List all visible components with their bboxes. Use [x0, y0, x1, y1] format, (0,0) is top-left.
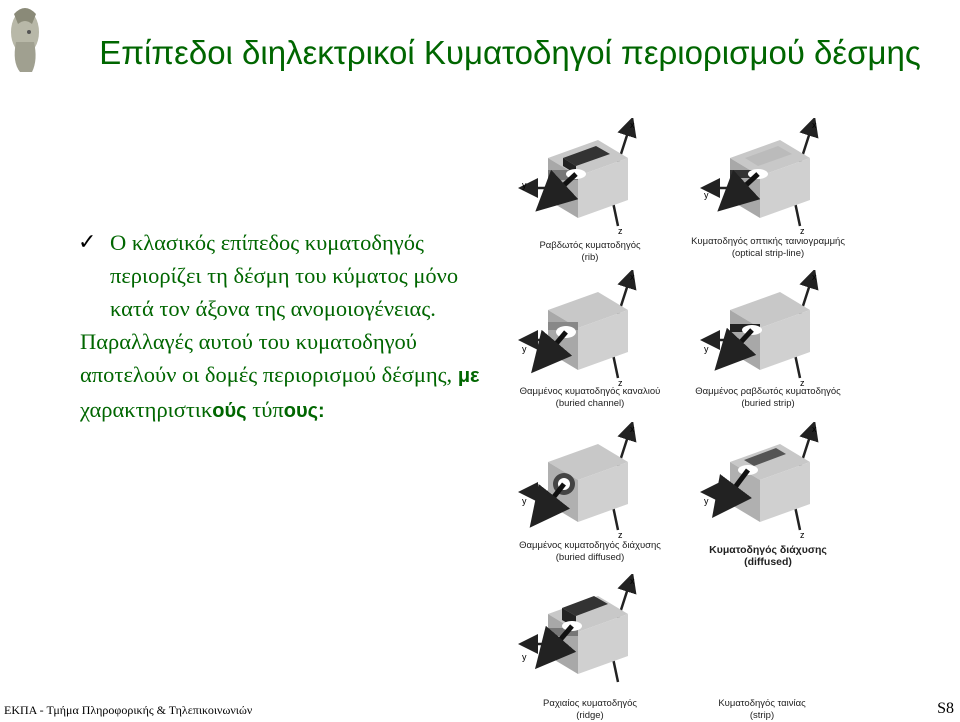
- figure-buried-strip: [700, 270, 840, 388]
- svg-text:y: y: [522, 180, 527, 190]
- svg-text:z: z: [618, 530, 623, 540]
- figure-buried-diffused: [518, 422, 658, 540]
- svg-text:x: x: [812, 424, 817, 434]
- svg-text:z: z: [800, 226, 805, 236]
- caption-strip: Κυματοδηγός ταινίας (strip): [718, 698, 806, 721]
- figure-buried-channel: [518, 270, 658, 388]
- figure-diffused: [700, 422, 840, 540]
- caption-buried-channel: Θαμμένος κυματοδηγός καναλιού (buried channel): [519, 386, 661, 409]
- svg-text:y: y: [522, 652, 527, 662]
- svg-text:y: y: [704, 190, 709, 200]
- svg-text:x: x: [630, 272, 635, 282]
- svg-text:z: z: [800, 530, 805, 540]
- caption-ridge: Ραχιαίος κυματοδηγός (ridge): [542, 698, 638, 721]
- svg-text:x: x: [812, 272, 817, 282]
- caption-buried-diffused: Θαμμένος κυματοδηγός διάχυσης (buried diffused): [519, 540, 661, 563]
- footer-institution: ΕΚΠΑ - Τμήμα Πληροφορικής & Τηλεπικοινωνιών: [4, 703, 253, 717]
- check-icon: ✓: [78, 230, 97, 255]
- slide-title: Επίπεδοι διηλεκτρικοί Κυματοδηγοί περιορισμού δέσμης: [99, 34, 921, 71]
- caption-diffused: Κυματοδηγός διάχυσης (diffused): [709, 544, 827, 568]
- paragraph-2: Παραλλαγές αυτού του κυματοδηγού αποτελούν οι δομές περιορισμού δέσμης, με χαρακτηριστικούς τύπους:: [80, 329, 480, 422]
- svg-text:x: x: [812, 120, 817, 130]
- svg-text:x: x: [630, 576, 635, 586]
- caption-optical-strip-line: Κυματοδηγός οπτικής ταινιογραμμής (optical strip-line): [691, 236, 845, 259]
- figure-ridge: [518, 574, 658, 692]
- svg-text:y: y: [704, 496, 709, 506]
- svg-text:z: z: [618, 226, 623, 236]
- athena-logo: [2, 2, 48, 74]
- svg-text:y: y: [522, 344, 527, 354]
- figure-optical-strip-line: [700, 118, 840, 236]
- paragraph-1: Ο κλασικός επίπεδος κυματοδηγός περιορίζει τη δέσμη του κύματος μόνο κατά τον άξονα της ανομοιογένειας.: [110, 230, 459, 321]
- caption-rib: Ραβδωτός κυματοδηγός (rib): [539, 240, 641, 263]
- page-number: S8: [937, 700, 954, 717]
- svg-text:y: y: [522, 496, 527, 506]
- svg-text:z: z: [800, 378, 805, 388]
- svg-text:y: y: [704, 344, 709, 354]
- svg-text:z: z: [618, 378, 623, 388]
- body-text: [80, 226, 500, 428]
- svg-text:x: x: [630, 424, 635, 434]
- svg-text:x: x: [630, 120, 635, 130]
- figure-rib: [518, 118, 658, 236]
- caption-buried-strip: Θαμμένος ραβδωτός κυματοδηγός (buried strip): [695, 386, 841, 409]
